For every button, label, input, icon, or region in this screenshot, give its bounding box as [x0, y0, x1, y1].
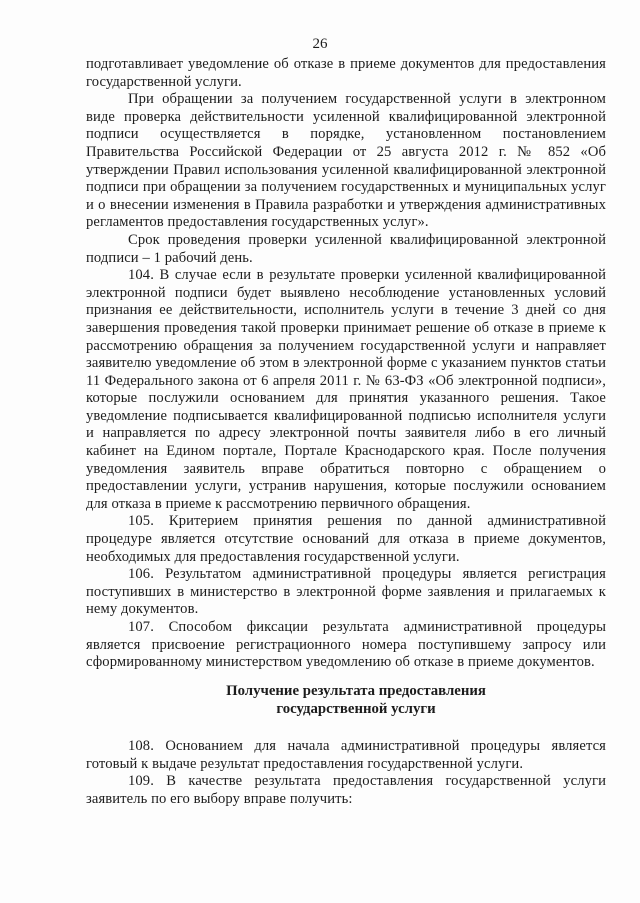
- paragraph-continuation: подготавливает уведомление об отказе в приеме документов для предоставления государственной услуги.: [86, 56, 606, 90]
- section-heading-line-2: государственной услуги: [276, 701, 436, 717]
- body-text-top: [86, 56, 606, 672]
- paragraph-check-duration: Срок проведения проверки усиленной квалифицированной электронной подписи – 1 рабочий день.: [86, 231, 606, 266]
- paragraph-104: 104. В случае если в результате проверки усиленной квалифицированной электронной подписи будет выявлено несоблюдение установленных условий признания ее действительности, исполнитель услуги в течение 3 дней со дня завершения проведения такой проверки принимает решение об отказе в приеме к рассмотрению обращения за получением государственной услуги и направляет заявителю уведомление об этом в электронной форме с указанием пунктов статьи 11 Федерального закона от 6 апреля 2011 г. № 63-ФЗ «Об электронной подписи», которые послужили основанием для принятия указанного решения. Такое уведомление подписывается квалифицированной подписью исполнителя услуги и направляется по адресу электронной почты заявителя либо в его личный кабинет на Едином портале, Портале Краснодарского края. После получения уведомления заявитель вправе обратиться повторно с обращением о предоставлении услуги, устранив нарушения, которые послужили основанием для отказа в приеме к рассмотрению первичного обращения.: [86, 267, 606, 512]
- body-text-bottom: [86, 738, 606, 808]
- paragraph-107: 107. Способом фиксации результата административной процедуры является присвоение регистрационного номера поступившему запросу или сформированному министерством уведомлению об отказе в приеме документов.: [86, 619, 606, 671]
- paragraph-106: 106. Результатом административной процедуры является регистрация поступивших в министерство в электронной форме заявления и прилагаемых к нему документов.: [86, 566, 606, 618]
- paragraph-109: 109. В качестве результата предоставления государственной услуги заявитель по его выбору вправе получить:: [86, 773, 606, 807]
- section-heading: [86, 682, 626, 718]
- paragraph-108: 108. Основанием для начала административной процедуры является готовый к выдаче результат предоставления государственной услуги.: [86, 738, 606, 772]
- paragraph-electronic-signature-check: При обращении за получением государственной услуги в электронном виде проверка действительности усиленной квалифицированной электронной подписи осуществляется в порядке, установленном постановлением Правительства Российской Федерации от 25 августа 2012 г. № 852 «Об утверждении Правил использования усиленной квалифицированной электронной подписи при обращении за получением государственных и муниципальных услуг и о внесении изменения в Правила разработки и утверждения административных регламентов предоставления государственных услуг».: [86, 91, 606, 231]
- page-number: 26: [312, 36, 328, 52]
- paragraph-105: 105. Критерием принятия решения по данной административной процедуре является отсутствие оснований для отказа в приеме документов, необходимых для предоставления государственной услуги.: [86, 513, 606, 565]
- section-heading-line-1: Получение результата предоставления: [226, 683, 486, 699]
